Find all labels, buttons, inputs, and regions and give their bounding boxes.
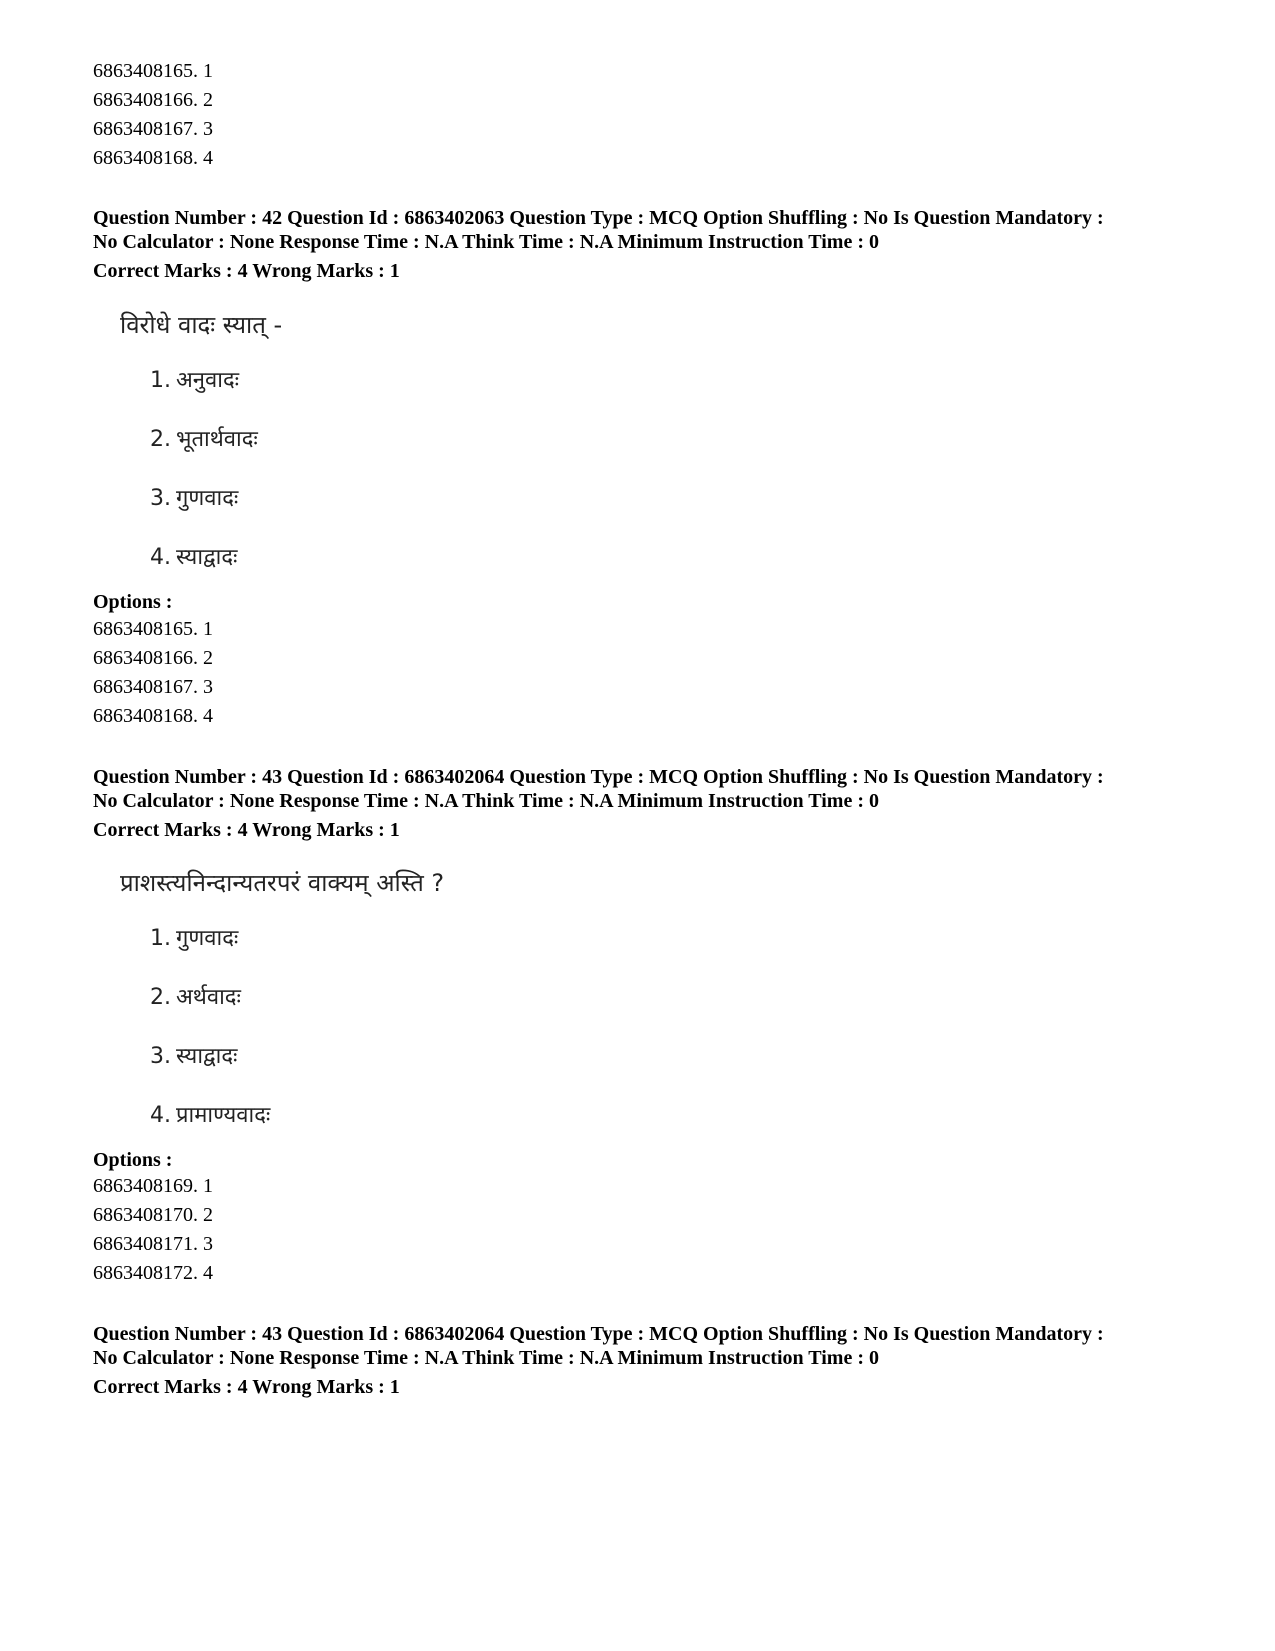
- question-meta-line: Question Number : 42 Question Id : 6863402063 Question Type : MCQ Option Shuffling : No Is Question Mandatory :: [93, 207, 1104, 229]
- question-42-meta: [93, 206, 1213, 283]
- choice-item: 2. अर्थवादः: [150, 985, 241, 1010]
- option-id: 6863408166. 2: [93, 89, 213, 111]
- question-42-body: [120, 310, 282, 602]
- choice-item: 1. अनुवादः: [150, 368, 240, 393]
- option-id: 6863408170. 2: [93, 1204, 213, 1226]
- option-id: 6863408167. 3: [93, 118, 213, 140]
- choice-item: 2. भूतार्थवादः: [150, 427, 258, 452]
- option-id: 6863408165. 1: [93, 60, 213, 82]
- top-options-list: [93, 57, 213, 173]
- options-label: Options :: [93, 591, 173, 613]
- question-43-body: [120, 868, 444, 1160]
- option-id: 6863408166. 2: [93, 647, 213, 669]
- question-marks: Correct Marks : 4 Wrong Marks : 1: [93, 260, 400, 282]
- question-meta-line: Question Number : 43 Question Id : 6863402064 Question Type : MCQ Option Shuffling : No Is Question Mandatory :: [93, 766, 1104, 788]
- option-id: 6863408167. 3: [93, 676, 213, 698]
- question-43-options: [93, 1172, 213, 1288]
- option-id: 6863408172. 4: [93, 1262, 213, 1284]
- question-marks: Correct Marks : 4 Wrong Marks : 1: [93, 1376, 400, 1398]
- choice-item: 1. गुणवादः: [150, 926, 239, 951]
- question-42-options: [93, 615, 213, 731]
- option-id: 6863408168. 4: [93, 705, 213, 727]
- choice-item: 4. स्याद्वादः: [150, 545, 238, 570]
- question-choices: [150, 924, 444, 1131]
- question-text: विरोधे वादः स्यात् -: [120, 311, 283, 339]
- option-id: 6863408168. 4: [93, 147, 213, 169]
- option-id: 6863408165. 1: [93, 618, 213, 640]
- question-meta-line: No Calculator : None Response Time : N.A Think Time : N.A Minimum Instruction Time : 0: [93, 231, 879, 253]
- choice-item: 3. स्याद्वादः: [150, 1044, 238, 1069]
- question-marks: Correct Marks : 4 Wrong Marks : 1: [93, 819, 400, 841]
- question-meta-line: No Calculator : None Response Time : N.A Think Time : N.A Minimum Instruction Time : 0: [93, 790, 879, 812]
- question-43-repeat-meta: [93, 1322, 1213, 1399]
- question-meta-line: No Calculator : None Response Time : N.A Think Time : N.A Minimum Instruction Time : 0: [93, 1347, 879, 1369]
- question-meta-line: Question Number : 43 Question Id : 6863402064 Question Type : MCQ Option Shuffling : No Is Question Mandatory :: [93, 1323, 1104, 1345]
- options-label: Options :: [93, 1149, 173, 1171]
- question-choices: [150, 366, 282, 573]
- question-43-meta: [93, 765, 1213, 842]
- choice-item: 3. गुणवादः: [150, 486, 239, 511]
- question-text: प्राशस्त्यनिन्दान्यतरपरं वाक्यम् अस्ति ?: [120, 869, 445, 897]
- choice-item: 4. प्रामाण्यवादः: [150, 1103, 271, 1128]
- option-id: 6863408169. 1: [93, 1175, 213, 1197]
- option-id: 6863408171. 3: [93, 1233, 213, 1255]
